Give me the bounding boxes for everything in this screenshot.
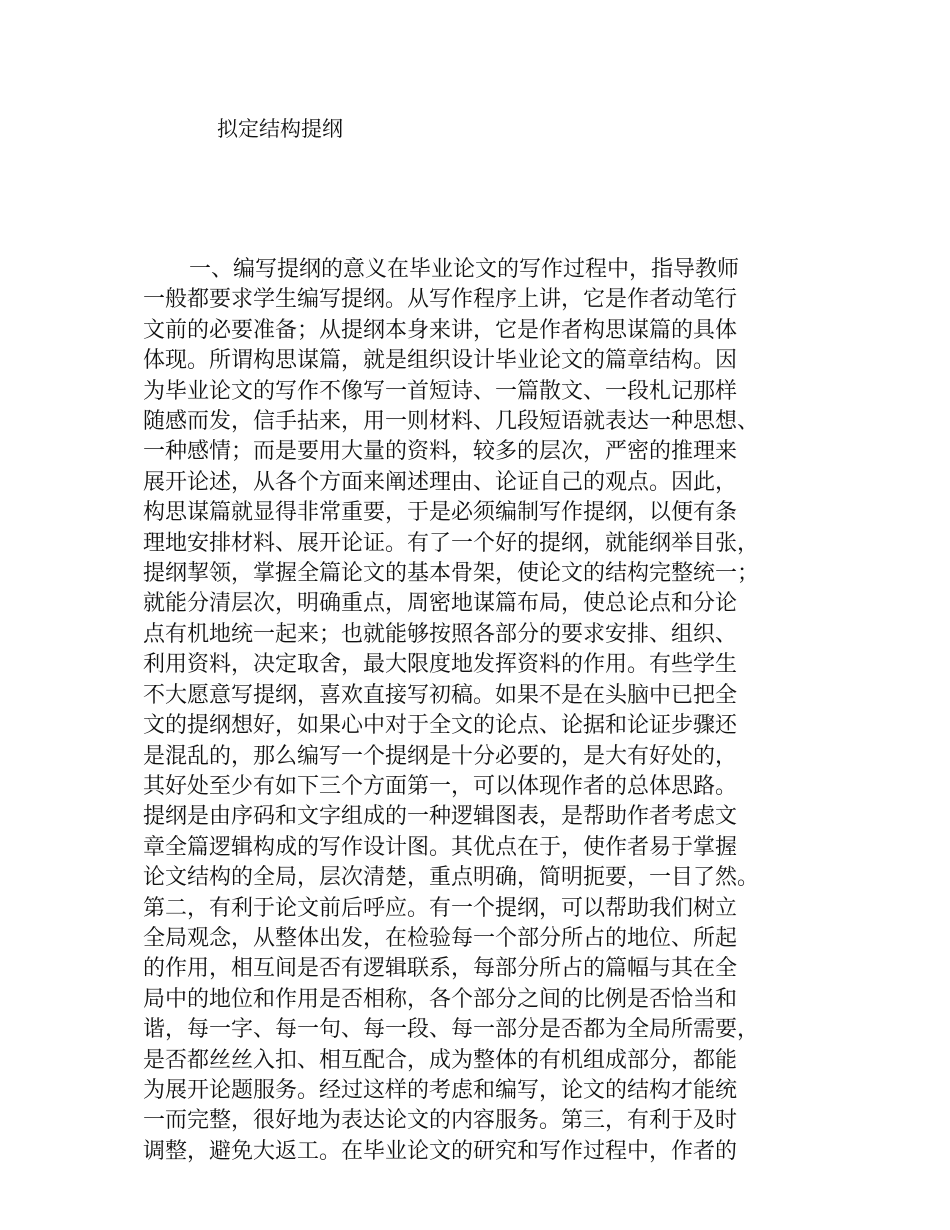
- body-line: 全局观念，从整体出发，在检验每一个部分所占的地位、所起: [143, 925, 738, 951]
- body-line: 一而完整，很好地为表达论文的内容服务。第三，有利于及时: [143, 1108, 738, 1134]
- body-line: 谐，每一字、每一句、每一段、每一部分是否都为全局所需要，: [143, 1017, 760, 1043]
- body-line: 论文结构的全局，层次清楚，重点明确，简明扼要，一目了然。: [143, 865, 760, 891]
- body-line: 一、编写提纲的意义在毕业论文的写作过程中，指导教师: [189, 257, 740, 282]
- body-line: 点有机地统一起来；也就能够按照各部分的要求安排、组织、: [143, 621, 738, 647]
- body-line: 局中的地位和作用是否相称，各个部分之间的比例是否恰当和: [143, 986, 738, 1012]
- body-line: 为毕业论文的写作不像写一首短诗、一篇散文、一段札记那样: [143, 378, 738, 404]
- body-line: 文前的必要准备；从提纲本身来讲，它是作者构思谋篇的具体: [143, 317, 738, 343]
- body-line: 是混乱的，那么编写一个提纲是十分必要的，是大有好处的，: [143, 743, 738, 769]
- body-line: 的作用，相互间是否有逻辑联系，每部分所占的篇幅与其在全: [143, 956, 738, 982]
- body-line: 文的提纲想好，如果心中对于全文的论点、论据和论证步骤还: [143, 713, 738, 739]
- body-line: 调整，避免大返工。在毕业论文的研究和写作过程中，作者的: [143, 1138, 738, 1164]
- body-line: 提纲是由序码和文字组成的一种逻辑图表，是帮助作者考虑文: [143, 804, 738, 830]
- body-line: 随感而发，信手拈来，用一则材料、几段短语就表达一种思想、: [143, 409, 760, 435]
- body-line: 一般都要求学生编写提纲。从写作程序上讲，它是作者动笔行: [143, 287, 738, 313]
- document-body: [143, 255, 833, 1167]
- body-line: 理地安排材料、展开论证。有了一个好的提纲，就能纲举目张，: [143, 530, 760, 556]
- body-line: 就能分清层次，明确重点，周密地谋篇布局，使总论点和分论: [143, 591, 738, 617]
- body-line: 提纲挈领，掌握全篇论文的基本骨架，使论文的结构完整统一；: [143, 561, 760, 587]
- body-line: 体现。所谓构思谋篇，就是组织设计毕业论文的篇章结构。因: [143, 348, 738, 374]
- body-line: 展开论述，从各个方面来阐述理由、论证自己的观点。因此，: [143, 469, 738, 495]
- body-line: 其好处至少有如下三个方面第一，可以体现作者的总体思路。: [143, 773, 738, 799]
- body-line: 章全篇逻辑构成的写作设计图。其优点在于，使作者易于掌握: [143, 834, 738, 860]
- body-line: 一种感情；而是要用大量的资料，较多的层次，严密的推理来: [143, 439, 738, 465]
- body-line: 为展开论题服务。经过这样的考虑和编写，论文的结构才能统: [143, 1077, 738, 1103]
- body-line: 是否都丝丝入扣、相互配合，成为整体的有机组成部分，都能: [143, 1047, 738, 1073]
- body-line: 构思谋篇就显得非常重要，于是必须编制写作提纲，以便有条: [143, 500, 738, 526]
- document-title: 拟定结构提纲: [217, 117, 343, 141]
- body-line: 不大愿意写提纲，喜欢直接写初稿。如果不是在头脑中已把全: [143, 682, 738, 708]
- body-line: 第二，有利于论文前后呼应。有一个提纲，可以帮助我们树立: [143, 895, 738, 921]
- body-line: 利用资料，决定取舍，最大限度地发挥资料的作用。有些学生: [143, 652, 738, 678]
